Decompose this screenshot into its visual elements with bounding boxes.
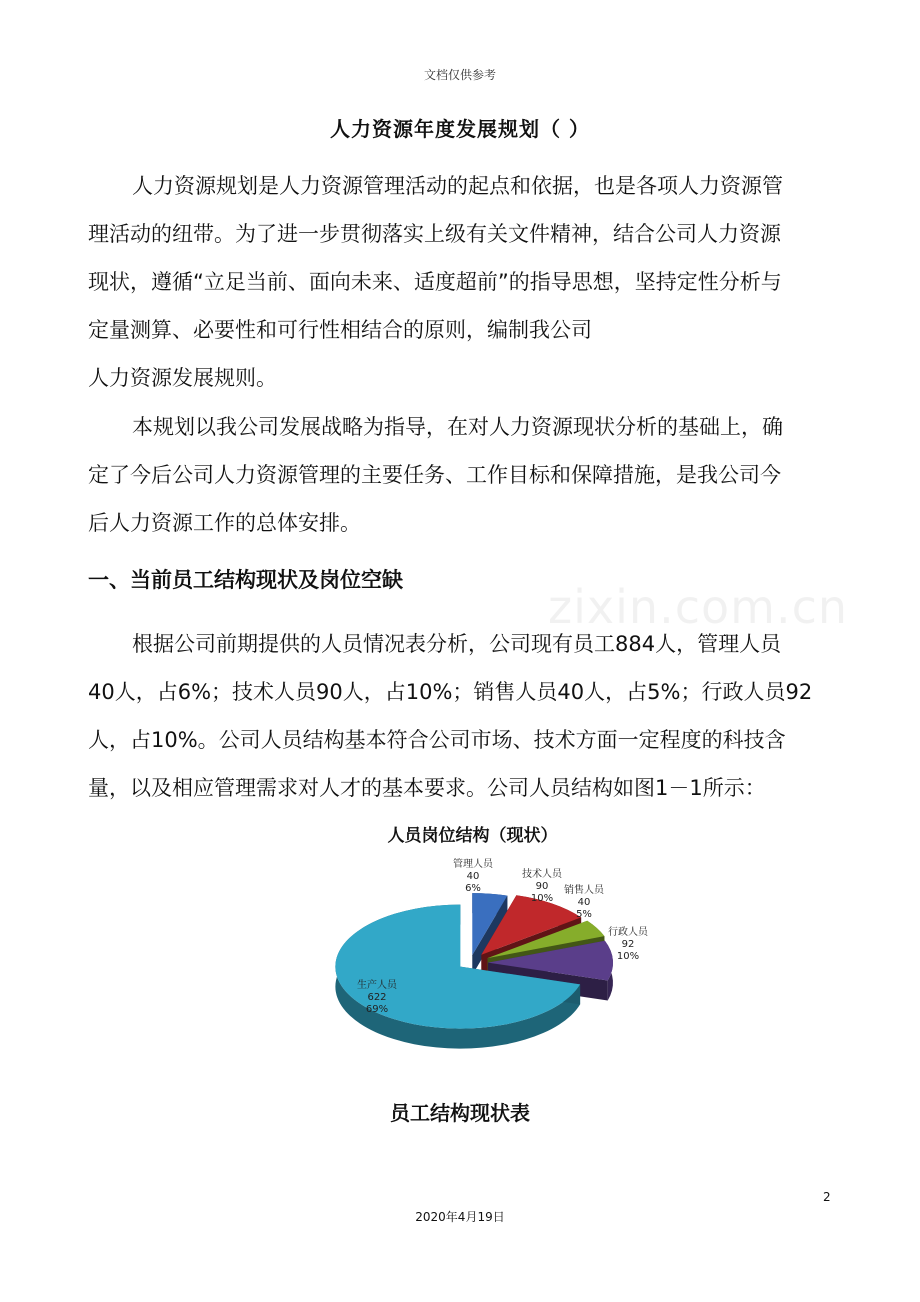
text-line: 定量测算、必要性和可行性相结合的原则，编制我公司 xyxy=(88,318,592,342)
paragraph-intro xyxy=(88,162,833,402)
pie-label-3-0: 行政人员 xyxy=(608,927,648,938)
text-line: 量，以及相应管理需求对人才的基本要求。公司人员结构如图1－1所示： xyxy=(88,776,766,800)
text-line: 后人力资源工作的总体安排。 xyxy=(88,511,361,535)
text-line: 根据公司前期提供的人员情况表分析，公司现有员工884人，管理人员 xyxy=(132,632,782,656)
pie-label-4-2: 69% xyxy=(365,1004,389,1015)
section-heading: 一、当前员工结构现状及岗位空缺 xyxy=(88,568,403,592)
pie-label-4-1: 622 xyxy=(367,992,387,1003)
pie-label-0-1: 40 xyxy=(466,871,480,882)
text-line: 现状，遵循“立足当前、面向未来、适度超前”的指导思想，坚持定性分析与 xyxy=(88,270,782,294)
pie-label-0-2: 6% xyxy=(465,883,481,894)
pie-label-2-1: 40 xyxy=(577,897,591,908)
pie-label-1-1: 90 xyxy=(535,881,549,892)
text-line: 40人，占6%；技术人员90人，占10%；销售人员40人，占5%；行政人员92 xyxy=(88,680,813,704)
document-title: 人力资源年度发展规划（ ） xyxy=(330,117,590,141)
paragraph-staff-analysis xyxy=(88,620,833,812)
pie-label-1-2: 10% xyxy=(530,893,554,904)
text-line: 人力资源发展规则。 xyxy=(88,366,277,390)
pie-label-3-1: 92 xyxy=(621,939,635,950)
text-line: 定了今后公司人力资源管理的主要任务、工作目标和保障措施，是我公司今 xyxy=(88,463,781,487)
text-line: 本规划以我公司发展战略为指导，在对人力资源现状分析的基础上，确 xyxy=(132,415,783,439)
pie-label-2-2: 5% xyxy=(576,909,592,920)
pie-label-4-0: 生产人员 xyxy=(357,980,397,991)
paragraph-scope xyxy=(88,403,833,547)
pie-label-0-0: 管理人员 xyxy=(453,859,493,870)
pie-label-2-0: 销售人员 xyxy=(564,885,604,896)
pie-chart xyxy=(280,815,680,1065)
page-number: 2 xyxy=(823,1190,831,1204)
pie-chart-svg xyxy=(280,815,680,1065)
text-line: 理活动的纽带。为了进一步贯彻落实上级有关文件精神，结合公司人力资源 xyxy=(88,222,781,246)
watermark: zixin.com.cn xyxy=(548,580,849,634)
footer-date: 2020年4月19日 xyxy=(415,1210,505,1224)
pie-label-1-0: 技术人员 xyxy=(522,869,562,880)
table-title: 员工结构现状表 xyxy=(390,1101,530,1125)
text-line: 人力资源规划是人力资源管理活动的起点和依据，也是各项人力资源管 xyxy=(132,174,783,198)
text-line: 人，占10%。公司人员结构基本符合公司市场、技术方面一定程度的科技含 xyxy=(88,728,786,752)
header-note: 文档仅供参考 xyxy=(423,68,496,82)
chart-title: 人员岗位结构（现状） xyxy=(387,826,558,846)
pie-label-3-2: 10% xyxy=(616,951,640,962)
